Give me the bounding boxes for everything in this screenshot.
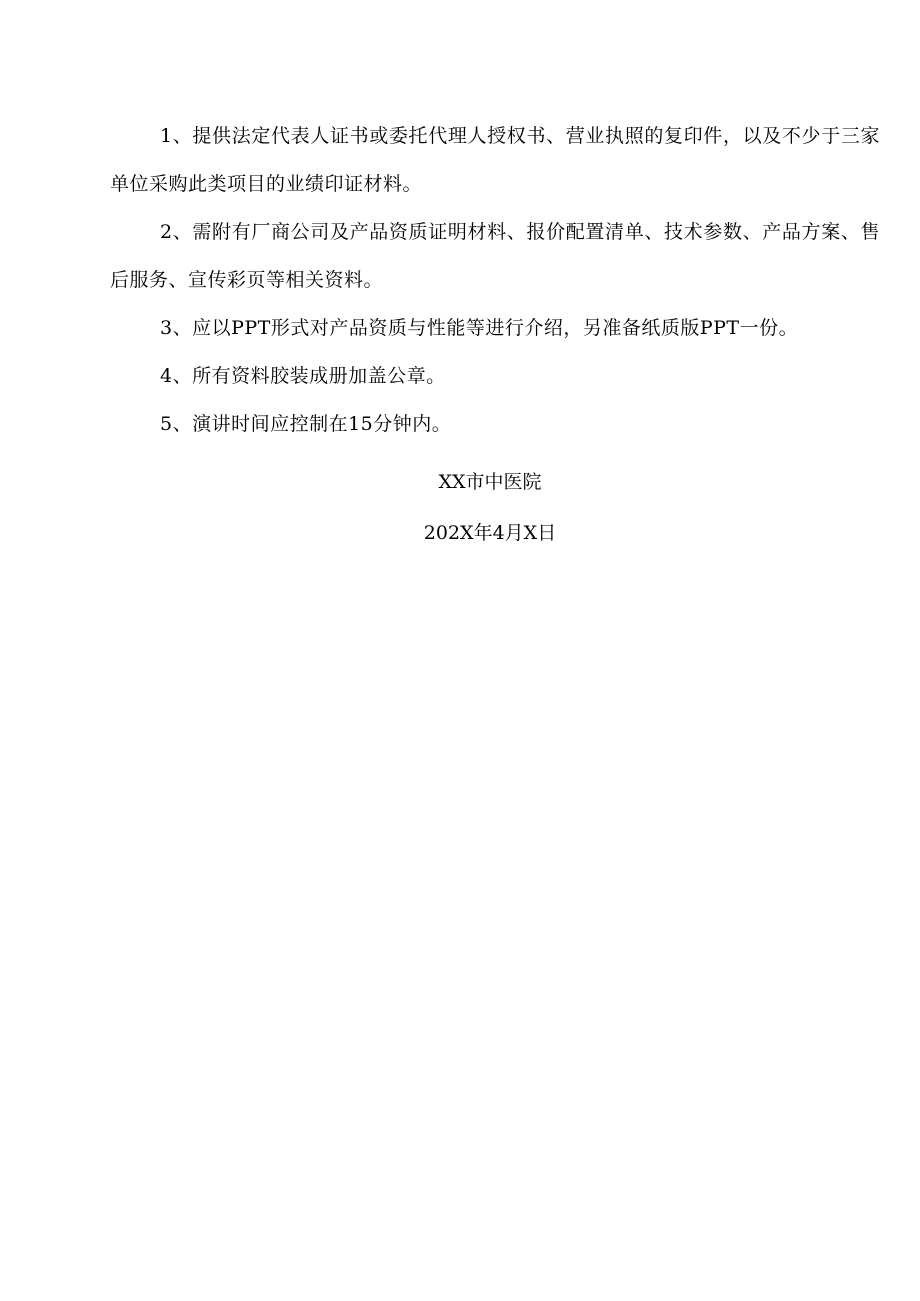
requirement-item-5: 5、演讲时间应控制在15分钟内。	[160, 413, 452, 435]
signature-organization: XX市中医院	[438, 471, 542, 493]
signature-date: 202X年4月X日	[423, 522, 557, 544]
requirement-item-4: 4、所有资料胶装成册加盖公章。	[160, 365, 446, 387]
requirement-item-3: 3、应以PPT形式对产品资质与性能等进行介绍，另准备纸质版PPT一份。	[160, 317, 799, 339]
requirement-item-1: 1、提供法定代表人证书或委托代理人授权书、营业执照的复印件，以及不少于三家单位采购此类项目的业绩印证材料。	[110, 125, 880, 195]
document-body	[110, 112, 880, 448]
requirement-item-2: 2、需附有厂商公司及产品资质证明材料、报价配置清单、技术参数、产品方案、售后服务、宣传彩页等相关资料。	[110, 221, 880, 291]
